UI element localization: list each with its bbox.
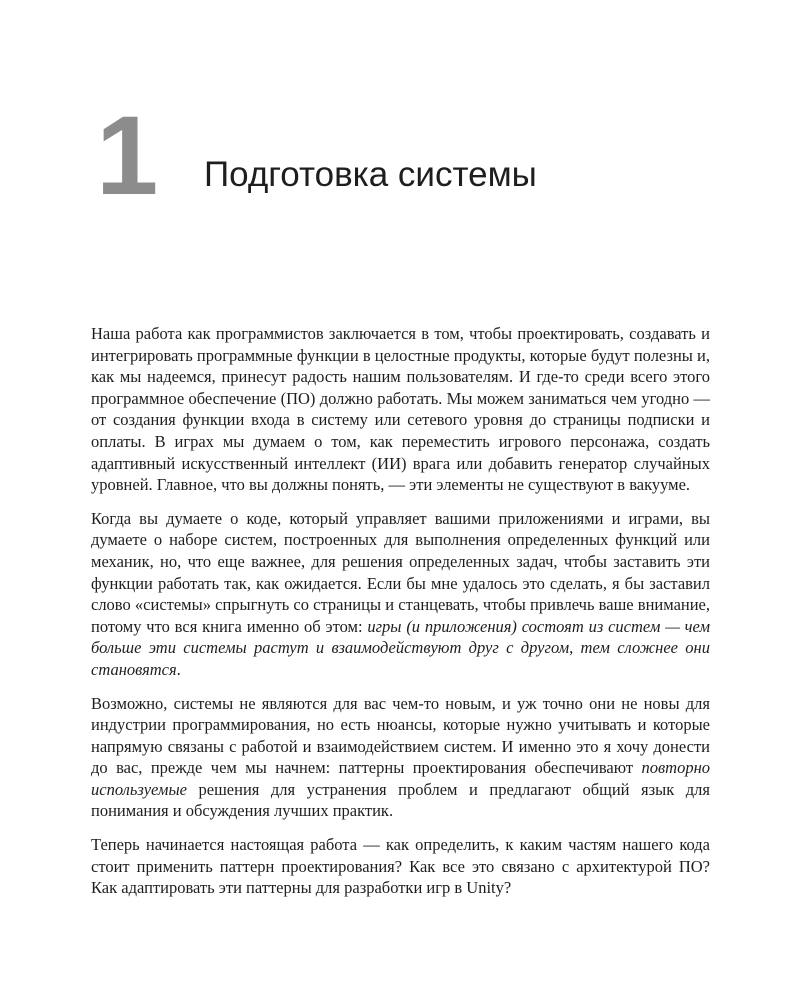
paragraph-3-emphasis: повторно используемые <box>91 758 710 799</box>
paragraph-1 <box>91 323 710 496</box>
chapter-number: 1 <box>96 93 157 218</box>
paragraph-2 <box>91 508 710 681</box>
paragraph-2-text: Когда вы думаете о коде, который управляет вашими приложениями и играми, вы думаете о наборе систем, построенных для выполнения определенных функций или механик, но, что еще важнее, для решения определенных задач, чтобы заставить эти функции работать так, как ожидается. Если бы мне удалось это сделать, я бы заставил слово «системы» спрыгнуть со страницы и станцевать, чтобы привлечь ваше внимание, потому что вся книга именно об этом: <box>91 508 710 636</box>
paragraph-3 <box>91 693 710 823</box>
paragraph-3-text: Возможно, системы не являются для вас чем-то новым, и уж точно они не новы для индустрии программирования, но есть нюансы, которые нужно учитывать и которые напрямую связаны с работой и взаимодействием систем. И именно это я хочу донести до вас, прежде чем мы начнем: паттерны проектирования обеспечивают <box>91 693 710 778</box>
paragraph-4 <box>91 834 710 899</box>
chapter-body <box>91 323 710 911</box>
paragraph-2-end: . <box>176 659 181 679</box>
paragraph-2-emphasis: игры (и приложения) состоят из систем — чем больше эти системы растут и взаимодействуют друг с другом, тем сложнее они становятся <box>91 616 710 679</box>
paragraph-4-text: Теперь начинается настоящая работа — как определить, к каким частям нашего кода стоит применить паттерн проектирования? Как все это связано с архитектурой ПО? Как адаптировать эти паттерны для разработки игр в Unity? <box>91 835 710 898</box>
paragraph-3-end: решения для устранения проблем и предлагают общий язык для понимания и обсуждения лучших практик. <box>91 779 710 821</box>
paragraph-1-text: Наша работа как программистов заключается в том, чтобы проектировать, создавать и интегрировать программные функции в целостные продукты, которые будут полезны и, как мы надеемся, принесут радость нашим пользователям. И где-то среди всего этого программное обеспечение (ПО) должно работать. Мы можем заниматься чем угодно — от создания функции входа в систему или сетевого уровня до страницы подписки и оплаты. В играх мы думаем о том, как переместить игрового персонажа, создать адаптивный искусственный интеллект (ИИ) врага или добавить генератор случайных уровней. Главное, что вы должны понять, — эти элементы не существуют в вакууме. <box>91 324 710 495</box>
chapter-title: Подготовка системы <box>204 155 537 194</box>
